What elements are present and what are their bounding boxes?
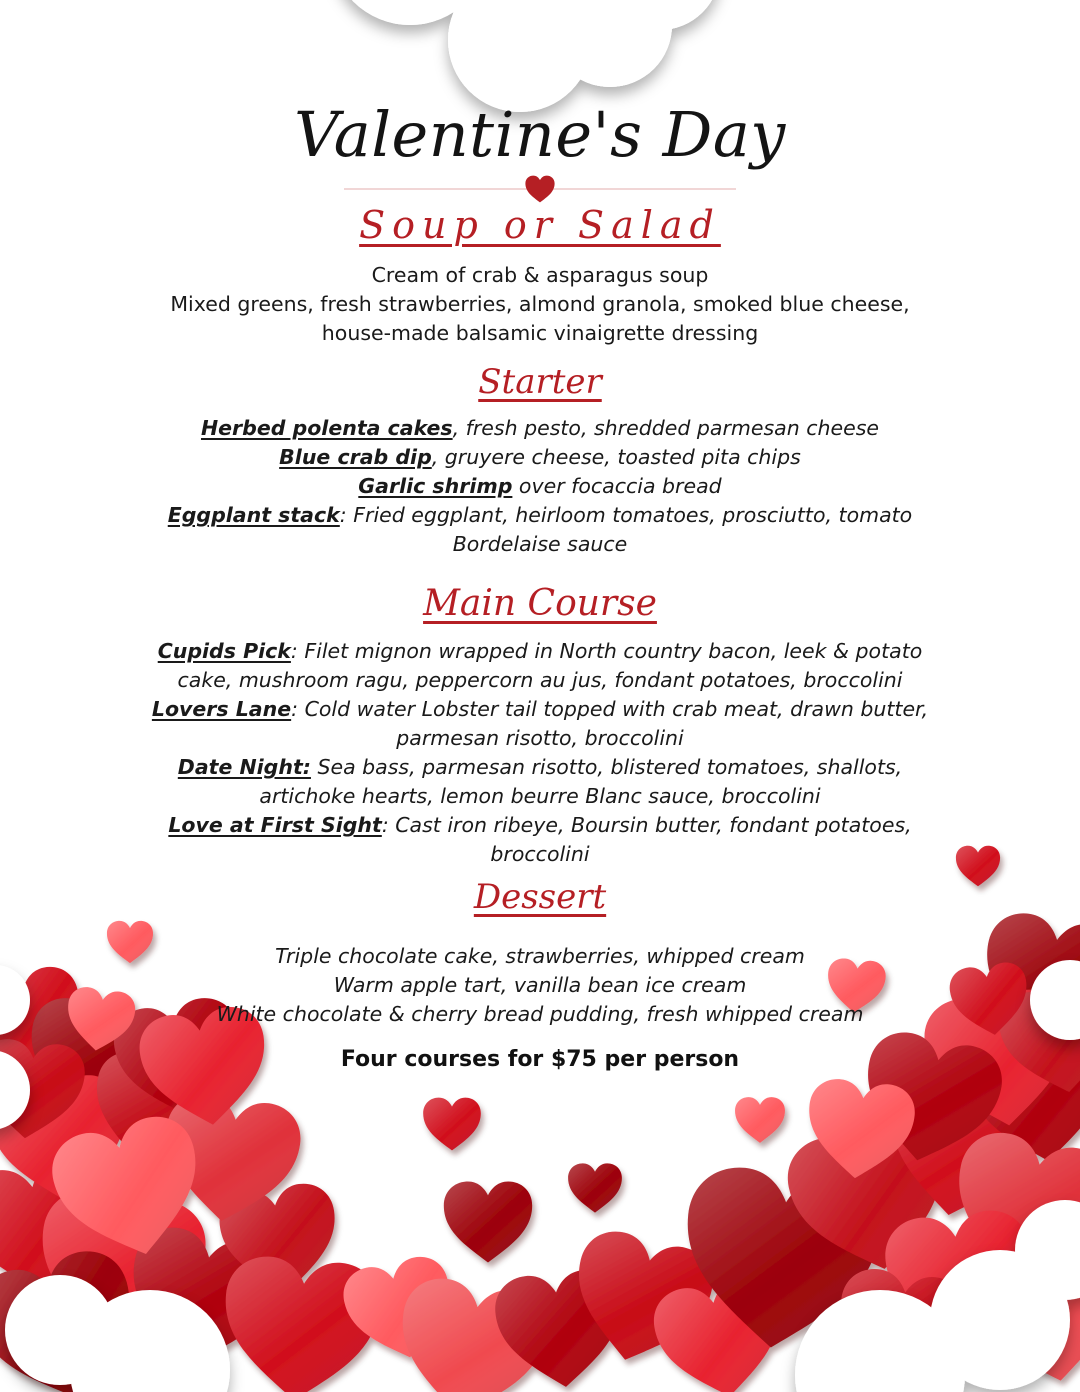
item-name: Lovers Lane [151, 697, 292, 721]
item-description: : Cast iron ribeye, Boursin butter, fondant potatoes, broccolini [381, 813, 912, 866]
menu-title: Valentine's Day [294, 98, 786, 171]
main-course-block [150, 637, 930, 869]
dessert-line: Warm apple tart, vanilla bean ice cream [333, 973, 747, 997]
soup-salad-block [150, 261, 930, 348]
decorative-heart [107, 921, 153, 963]
item-description: : Fried eggplant, heirloom tomatoes, prosciutto, tomato Bordelaise sauce [339, 503, 913, 556]
decorative-heart [423, 1098, 481, 1151]
item-name: Garlic shrimp [358, 474, 513, 498]
item-description: Sea bass, parmesan risotto, blistered tomatoes, shallots, artichoke hearts, lemon beurre Blanc sauce, broccolini [259, 755, 903, 808]
decorative-heart [568, 1163, 622, 1212]
starter-block [150, 414, 930, 559]
main-item [150, 811, 930, 869]
starter-item [150, 443, 930, 472]
heading-dessert: Dessert [473, 877, 607, 917]
price-line: Four courses for $75 per person [340, 1047, 740, 1072]
dessert-line: Triple chocolate cake, strawberries, whipped cream [275, 944, 805, 968]
salad-line-2: house-made balsamic vinaigrette dressing [321, 321, 759, 345]
heading-starter: Starter [478, 362, 602, 402]
item-name: Blue crab dip [279, 445, 432, 469]
starter-item [150, 501, 930, 559]
item-name: Herbed polenta cakes [200, 416, 453, 440]
main-item [150, 637, 930, 695]
item-name: Love at First Sight [168, 813, 382, 837]
item-name: Cupids Pick [157, 639, 291, 663]
starter-item [150, 414, 930, 443]
item-description: over focaccia bread [512, 474, 722, 498]
heading-soup-or-salad: Soup or Salad [359, 203, 721, 247]
heading-main-course: Main Course [423, 583, 657, 624]
starter-item [150, 472, 930, 501]
dessert-block [150, 942, 930, 1029]
dessert-line: White chocolate & cherry bread pudding, fresh whipped cream [216, 1002, 864, 1026]
item-name: Date Night: [177, 755, 311, 779]
item-description: : Cold water Lobster tail topped with crab meat, drawn butter, parmesan risotto, broccolini [291, 697, 929, 750]
decorative-heart [735, 1097, 785, 1143]
soup-line: Cream of crab & asparagus soup [371, 263, 709, 287]
item-description: , gruyere cheese, toasted pita chips [431, 445, 801, 469]
item-name: Eggplant stack [167, 503, 340, 527]
item-description: : Filet mignon wrapped in North country bacon, leek & potato cake, mushroom ragu, peppercorn au jus, fondant potatoes, broccolini [177, 639, 923, 692]
item-description: , fresh pesto, shredded parmesan cheese [452, 416, 879, 440]
decorative-heart [444, 1182, 532, 1263]
main-item [150, 753, 930, 811]
salad-line: Mixed greens, fresh strawberries, almond granola, smoked blue cheese, [170, 292, 910, 316]
main-item [150, 695, 930, 753]
heart-icon [523, 175, 557, 203]
